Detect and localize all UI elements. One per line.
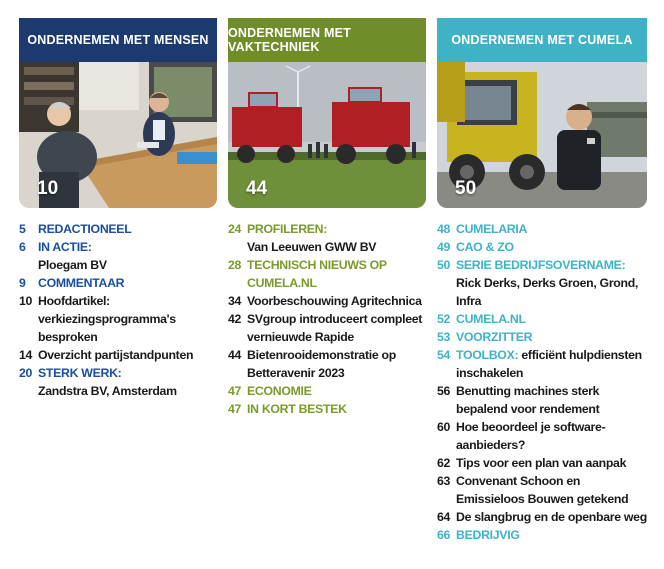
toc-item[interactable]: 5 REDACTIONEEL — [19, 222, 132, 236]
toc-item[interactable]: 52 CUMELA.NL — [437, 312, 526, 326]
toc-list-mensen — [19, 220, 217, 400]
toc-item[interactable]: 47 IN KORT BESTEK — [228, 402, 347, 416]
toc-item[interactable]: 42 SVgroup introduceert compleet vernieuwde Rapide — [228, 312, 423, 344]
photo-interview — [19, 62, 217, 208]
page-number-badge: 10 — [37, 178, 59, 199]
section-header-vaktechniek: ONDERNEMEN MET VAKTECHNIEK — [228, 18, 426, 62]
toc-item[interactable]: 49 CAO & ZO — [437, 240, 514, 254]
toc-item[interactable]: 34 Voorbeschouwing Agritechnica — [228, 294, 422, 308]
toc-item[interactable]: 48 CUMELARIA — [437, 222, 528, 236]
toc-item[interactable]: 10 Hoofdartikel: verkiezingsprogramma's besproken — [19, 294, 176, 344]
column-cumela — [437, 18, 647, 544]
toc-item[interactable]: 50 SERIE BEDRIJFSOVERNAME: Rick Derks, Derks Groen, Grond, Infra — [437, 258, 639, 308]
page-number-badge: 50 — [455, 178, 477, 199]
toc-list-cumela — [437, 220, 647, 544]
photo-harvesters — [228, 62, 426, 208]
page-number-badge: 44 — [246, 178, 268, 199]
section-header-cumela: ONDERNEMEN MET CUMELA — [437, 18, 647, 62]
toc-item[interactable]: 56 Benutting machines sterk bepalend voor rendement — [437, 384, 600, 416]
toc-item[interactable]: 60 Hoe beoordeel je software-aanbieders? — [437, 420, 606, 452]
toc-item[interactable]: 64 De slangbrug en de openbare weg — [437, 510, 647, 524]
toc-item[interactable]: 6 IN ACTIE: Ploegam BV — [19, 240, 107, 272]
toc-item[interactable]: 63 Convenant Schoon en Emissieloos Bouwen getekend — [437, 474, 629, 506]
toc-item[interactable]: 62 Tips voor een plan van aanpak — [437, 456, 627, 470]
toc-item[interactable]: 20 STERK WERK: Zandstra BV, Amsterdam — [19, 366, 177, 398]
column-mensen — [19, 18, 217, 400]
toc-item[interactable]: 47 ECONOMIE — [228, 384, 312, 398]
section-header-mensen: ONDERNEMEN MET MENSEN — [19, 18, 217, 62]
toc-item[interactable]: 54 TOOLBOX: efficiënt hulpdiensten inschakelen — [437, 348, 642, 380]
toc-list-vaktechniek — [228, 220, 426, 418]
toc-item[interactable]: 53 VOORZITTER — [437, 330, 533, 344]
toc-item[interactable]: 14 Overzicht partijstandpunten — [19, 348, 194, 362]
toc-item[interactable]: 66 BEDRIJVIG — [437, 528, 520, 542]
toc-item[interactable]: 24 PROFILEREN: Van Leeuwen GWW BV — [228, 222, 377, 254]
column-vaktechniek — [228, 18, 426, 418]
toc-item[interactable]: 9 COMMENTAAR — [19, 276, 125, 290]
photo-excavator — [437, 62, 647, 208]
toc-item[interactable]: 28 TECHNISCH NIEUWS OP CUMELA.NL — [228, 258, 387, 290]
toc-item[interactable]: 44 Bietenrooidemonstratie op Betteravenir 2023 — [228, 348, 396, 380]
